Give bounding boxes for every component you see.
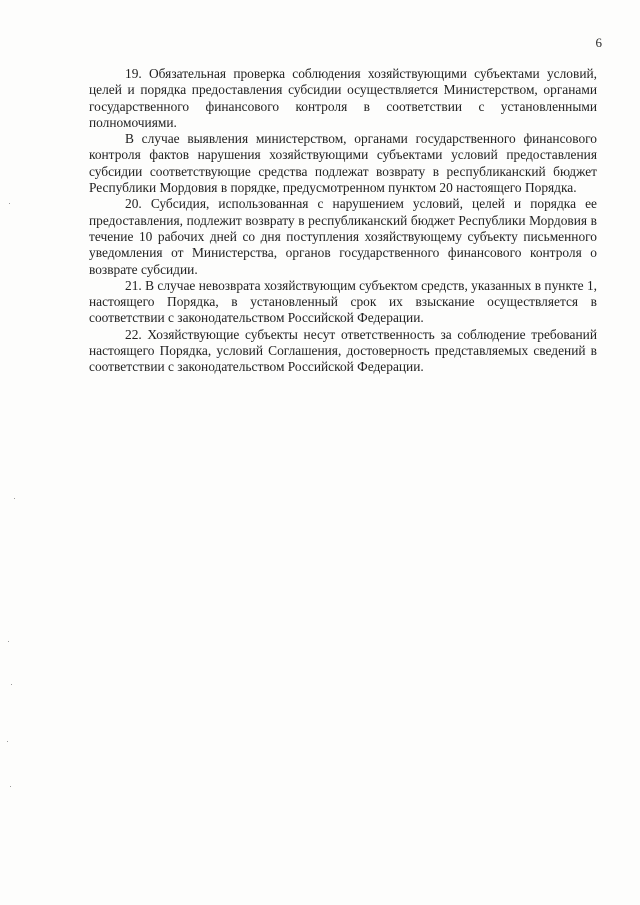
scan-speck <box>9 203 10 204</box>
paragraph-21: 21. В случае невозврата хозяйствующим субъектом средств, указанных в пункте 1, настоящего Порядка, в установленный срок их взыскание осуществляется в соответствии с законодательством Российской Федерации. <box>89 277 597 326</box>
paragraph-19-continued: В случае выявления министерством, органами государственного финансового контроля фактов нарушения хозяйствующими субъектами условий предоставления субсидии соответствующие средства подлежат возврату в республиканский бюджет Республики Мордовия в порядке, предусмотренном пунктом 20 настоящего Порядка. <box>89 131 597 196</box>
document-body <box>89 66 597 376</box>
scan-speck <box>10 786 11 787</box>
paragraph-22: 22. Хозяйствующие субъекты несут ответственность за соблюдение требований настоящего Порядка, условий Соглашения, достоверность представляемых сведений в соответствии с законодательством Российской Федерации. <box>89 326 597 375</box>
scan-speck <box>11 684 12 685</box>
page-number: 6 <box>595 35 602 50</box>
scan-speck <box>8 641 9 642</box>
scan-speck <box>14 498 15 499</box>
paragraph-19: 19. Обязательная проверка соблюдения хозяйствующими субъектами условий, целей и порядка предоставления субсидии осуществляется Министерством, органами государственного финансового контроля в соответствии с установленными полномочиями. <box>89 66 597 130</box>
paragraph-20: 20. Субсидия, использованная с нарушением условий, целей и порядка ее предоставления, подлежит возврату в республиканский бюджет Республики Мордовия в течение 10 рабочих дней со дня поступления хозяйствующему субъекту письменного уведомления от Министерства, органов государственного финансового контроля о возврате субсидии. <box>89 196 597 277</box>
scan-speck <box>7 741 8 742</box>
